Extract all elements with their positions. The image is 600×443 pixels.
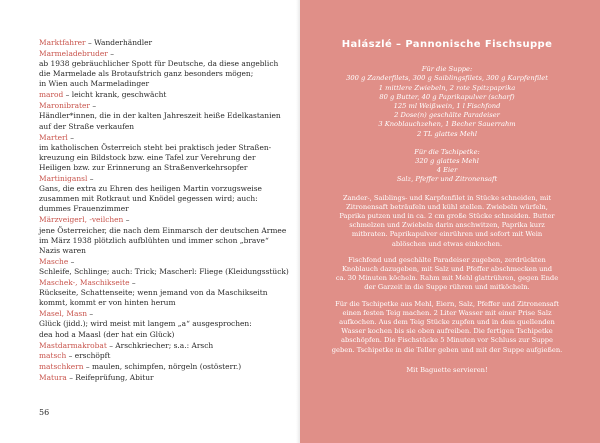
glossary-definition-line: kommt, kommt er von hinten herum: [39, 298, 176, 308]
ingredient-line: Salz, Pfeffer und Zitronensaft: [396, 175, 498, 184]
glossary-definition: – erschöpft: [66, 351, 111, 361]
glossary-term: Masel, Masn: [39, 309, 88, 319]
glossary-definition-line: Händler*innen, die in der kalten Jahreszeit heiße Edelkastanien: [39, 111, 281, 121]
glossary-term: Mastdarmakrobat: [39, 340, 107, 350]
glossary-entry: [39, 309, 291, 339]
glossary-entry: [39, 133, 291, 174]
glossary-term: Martinigansl: [39, 174, 88, 184]
instruction-line: aufkochen. Aus dem Teig Stücke zupfen und in dem quellenden: [339, 318, 555, 327]
glossary-definition-line: dea hod a Maasl (der hat ein Glück): [39, 329, 175, 339]
glossary-definition-line: jene Österreicher, die nach dem Einmarsch der deutschen Armee: [39, 225, 287, 235]
glossary-entry-line: [39, 101, 291, 111]
glossary-definition-line: ab 1938 gebräuchlicher Spott für Deutsche, da diese angeblich: [39, 59, 279, 69]
glossary-term: Maronibrater: [39, 101, 90, 111]
glossary-term: matschkern: [39, 362, 84, 372]
glossary-definition-line: im März 1938 plötzlich aufblühten und immer schon „brave“: [39, 235, 269, 245]
ingredient-line: 125 ml Weißwein, 1 l Fischfond: [393, 102, 501, 111]
instruction-paragraph: [329, 300, 565, 355]
glossary-term: Marterl: [39, 132, 68, 142]
glossary-term: Maschek-, Maschikseite: [39, 277, 130, 287]
glossary-definition-line: Nazis waren: [39, 245, 86, 255]
glossary-definition-line: im katholischen Österreich steht bei praktisch jeder Straßen-: [39, 142, 272, 152]
glossary-definition: –: [68, 256, 75, 266]
instruction-line: Paprika putzen und in ca. 2 cm große Stücke schneiden. Butter: [339, 212, 555, 221]
glossary-definition: –: [123, 215, 130, 225]
glossary-term: Masche: [39, 256, 69, 266]
glossary-entry-line: [39, 373, 291, 383]
instruction-line: Knoblauch dazugeben, mit Salz und Pfeffer abschmecken und: [341, 265, 553, 274]
closing-line: Mit Baguette servieren!: [406, 365, 488, 374]
glossary-definition-line: die Marmelade als Brotaufstrich ganz besonders mögen;: [39, 69, 254, 79]
glossary-entry-line: [39, 362, 291, 372]
glossary-term: Marktfahrer: [39, 38, 86, 47]
glossary-definition-line: kreuzung ein Bildstock bzw. eine Tafel zur Verehrung der: [39, 152, 256, 162]
ingredient-group-heading: Für die Suppe:: [421, 65, 473, 74]
instruction-line: Zitronensaft beträufeln und kühl stellen. Zwiebeln würfeln,: [346, 202, 548, 211]
glossary-definition: –: [89, 101, 97, 111]
glossary-definition: –: [87, 174, 94, 184]
glossary-term: marod: [39, 90, 64, 100]
ingredient-line: 2 Dose(n) geschälte Paradeiser: [394, 111, 500, 120]
glossary-definition-line: zusammen mit Rotkraut und Knödel gegessen wird; auch:: [39, 194, 258, 204]
recipe: [329, 40, 565, 375]
instructions: [329, 194, 565, 355]
glossary-entry: [39, 362, 291, 372]
glossary-entry-line: [39, 133, 291, 143]
glossary-entry: [39, 101, 291, 131]
glossary-definition: – leicht krank, geschwächt: [63, 90, 167, 100]
glossary-entry: [39, 38, 291, 48]
glossary-term: Märzveigerl, -veilchen: [39, 215, 124, 225]
instruction-line: ca. 30 Minuten köcheln. Rahm mit Mehl glattrühren, gegen Ende: [335, 274, 559, 283]
instruction-paragraph: [329, 256, 565, 293]
glossary-entry-line: [39, 215, 291, 225]
glossary-definition-line: Schleife, Schlinge; auch: Trick; Mascherl: Fliege (Kleidungsstück): [39, 267, 289, 277]
glossary-entry: [39, 257, 291, 277]
glossary-entry: [39, 341, 291, 351]
glossary-definition: – Reifeprüfung, Abitur: [66, 373, 154, 383]
ingredient-group: [329, 148, 565, 185]
glossary-term: Matura: [39, 373, 67, 383]
glossary-list: [39, 38, 291, 384]
glossary-definition: – maulen, schimpfen, nörgeln (ostösterr.): [83, 362, 242, 372]
recipe-title: Halászlé – Pannonische Fischsuppe: [341, 39, 553, 50]
glossary-entry-line: [39, 278, 291, 288]
glossary-entry-line: [39, 38, 291, 48]
ingredient-line: 320 g glattes Mehl: [415, 157, 479, 166]
glossary-definition: –: [107, 48, 114, 58]
ingredient-line: 80 g Butter, 40 g Paprikapulver (scharf): [379, 92, 515, 101]
glossary-definition-line: Gans, die extra zu Ehren des heiligen Martin vorzugsweise: [39, 184, 262, 194]
glossary-entry-line: [39, 351, 291, 361]
ingredient-group: [329, 65, 565, 139]
glossary-entry-line: [39, 49, 291, 59]
instruction-line: einen festen Teig machen. 2 Liter Wasser mit einer Prise Salz: [342, 308, 552, 317]
glossary-definition-line: in Wien auch Marmeladinger: [39, 79, 150, 89]
glossary-definition-line: auf der Straße verkaufen: [39, 121, 135, 131]
instruction-line: Für die Tschipetke aus Mehl, Eiern, Salz, Pfeffer und Zitronensaft: [335, 299, 559, 308]
glossary-entry: [39, 49, 291, 90]
glossary-definition: –: [129, 277, 136, 287]
glossary-entry-line: [39, 174, 291, 184]
instruction-paragraph: [329, 194, 565, 249]
glossary-definition: – Wanderhändler: [85, 38, 153, 47]
ingredient-line: 2 TL glattes Mehl: [417, 129, 477, 138]
instruction-line: Zander-, Saiblings- und Karpfenfilet in Stücke schneiden, mit: [342, 193, 552, 202]
glossary-entry: [39, 373, 291, 383]
instruction-line: geben. Tschipetke in die Teller geben und mit der Suppe aufgießen.: [331, 345, 563, 354]
glossary-entry-line: [39, 257, 291, 267]
right-page: [300, 0, 600, 443]
glossary-term: matsch: [39, 351, 67, 361]
glossary-term: Marmeladebruder: [39, 48, 108, 58]
glossary-definition-line: Glück (jidd.); wird meist mit langem „a“ ausgesprochen:: [39, 319, 252, 329]
glossary-entry-line: [39, 309, 291, 319]
glossary-entry: [39, 174, 291, 215]
instruction-line: schmelzen und Zwiebeln darin anschwitzen, Paprika kurz: [349, 221, 545, 230]
glossary-definition-line: Rückseite, Schattenseite; wenn jemand von da Maschikseitn: [39, 288, 268, 298]
glossary-entry-line: [39, 341, 291, 351]
glossary-definition-line: dummes Frauenzimmer: [39, 204, 129, 214]
glossary-entry: [39, 278, 291, 308]
glossary-entry: [39, 90, 291, 100]
glossary-entry: [39, 351, 291, 361]
instruction-line: abschöpfen. Die Fischstücke 5 Minuten vor Schluss zur Suppe: [340, 336, 554, 345]
ingredient-line: 4 Eier: [436, 166, 458, 175]
instruction-line: Fischfond und geschälte Paradeiser zugeben, zerdrückten: [348, 255, 546, 264]
glossary-definition-line: Heiligen bzw. zur Erinnerung an Straßenverkehrsopfer: [39, 163, 248, 173]
ingredient-line: 3 Knoblauchzehen, 1 Becher Sauerrahm: [378, 120, 516, 129]
glossary-entry: [39, 215, 291, 256]
ingredients: [329, 65, 565, 184]
glossary-definition: – Arschkriecher; s.a.: Arsch: [106, 340, 214, 350]
instruction-line: Wasser kochen bis sie oben aufreiben. Die fertigen Tschipetke: [341, 327, 553, 336]
glossary-entry-line: [39, 90, 291, 100]
instruction-line: der Garzeit in die Suppe rühren und mitköcheln.: [364, 283, 530, 292]
page-number: 56: [39, 408, 50, 417]
ingredient-line: 300 g Zanderfilets, 300 g Saiblingsfilets, 300 g Karpfenfilet: [346, 74, 548, 83]
glossary-definition: –: [87, 309, 94, 319]
glossary-definition: –: [67, 132, 75, 142]
ingredient-group-heading: Für die Tschipetke:: [414, 147, 480, 156]
instruction-line: ablöschen und etwas einkochen.: [391, 239, 503, 248]
ingredient-line: 1 mittlere Zwiebeln, 2 rote Spitzpaprika: [378, 83, 516, 92]
instruction-line: mitbraten. Paprikapulver einrühren und sofort mit Wein: [351, 230, 543, 239]
